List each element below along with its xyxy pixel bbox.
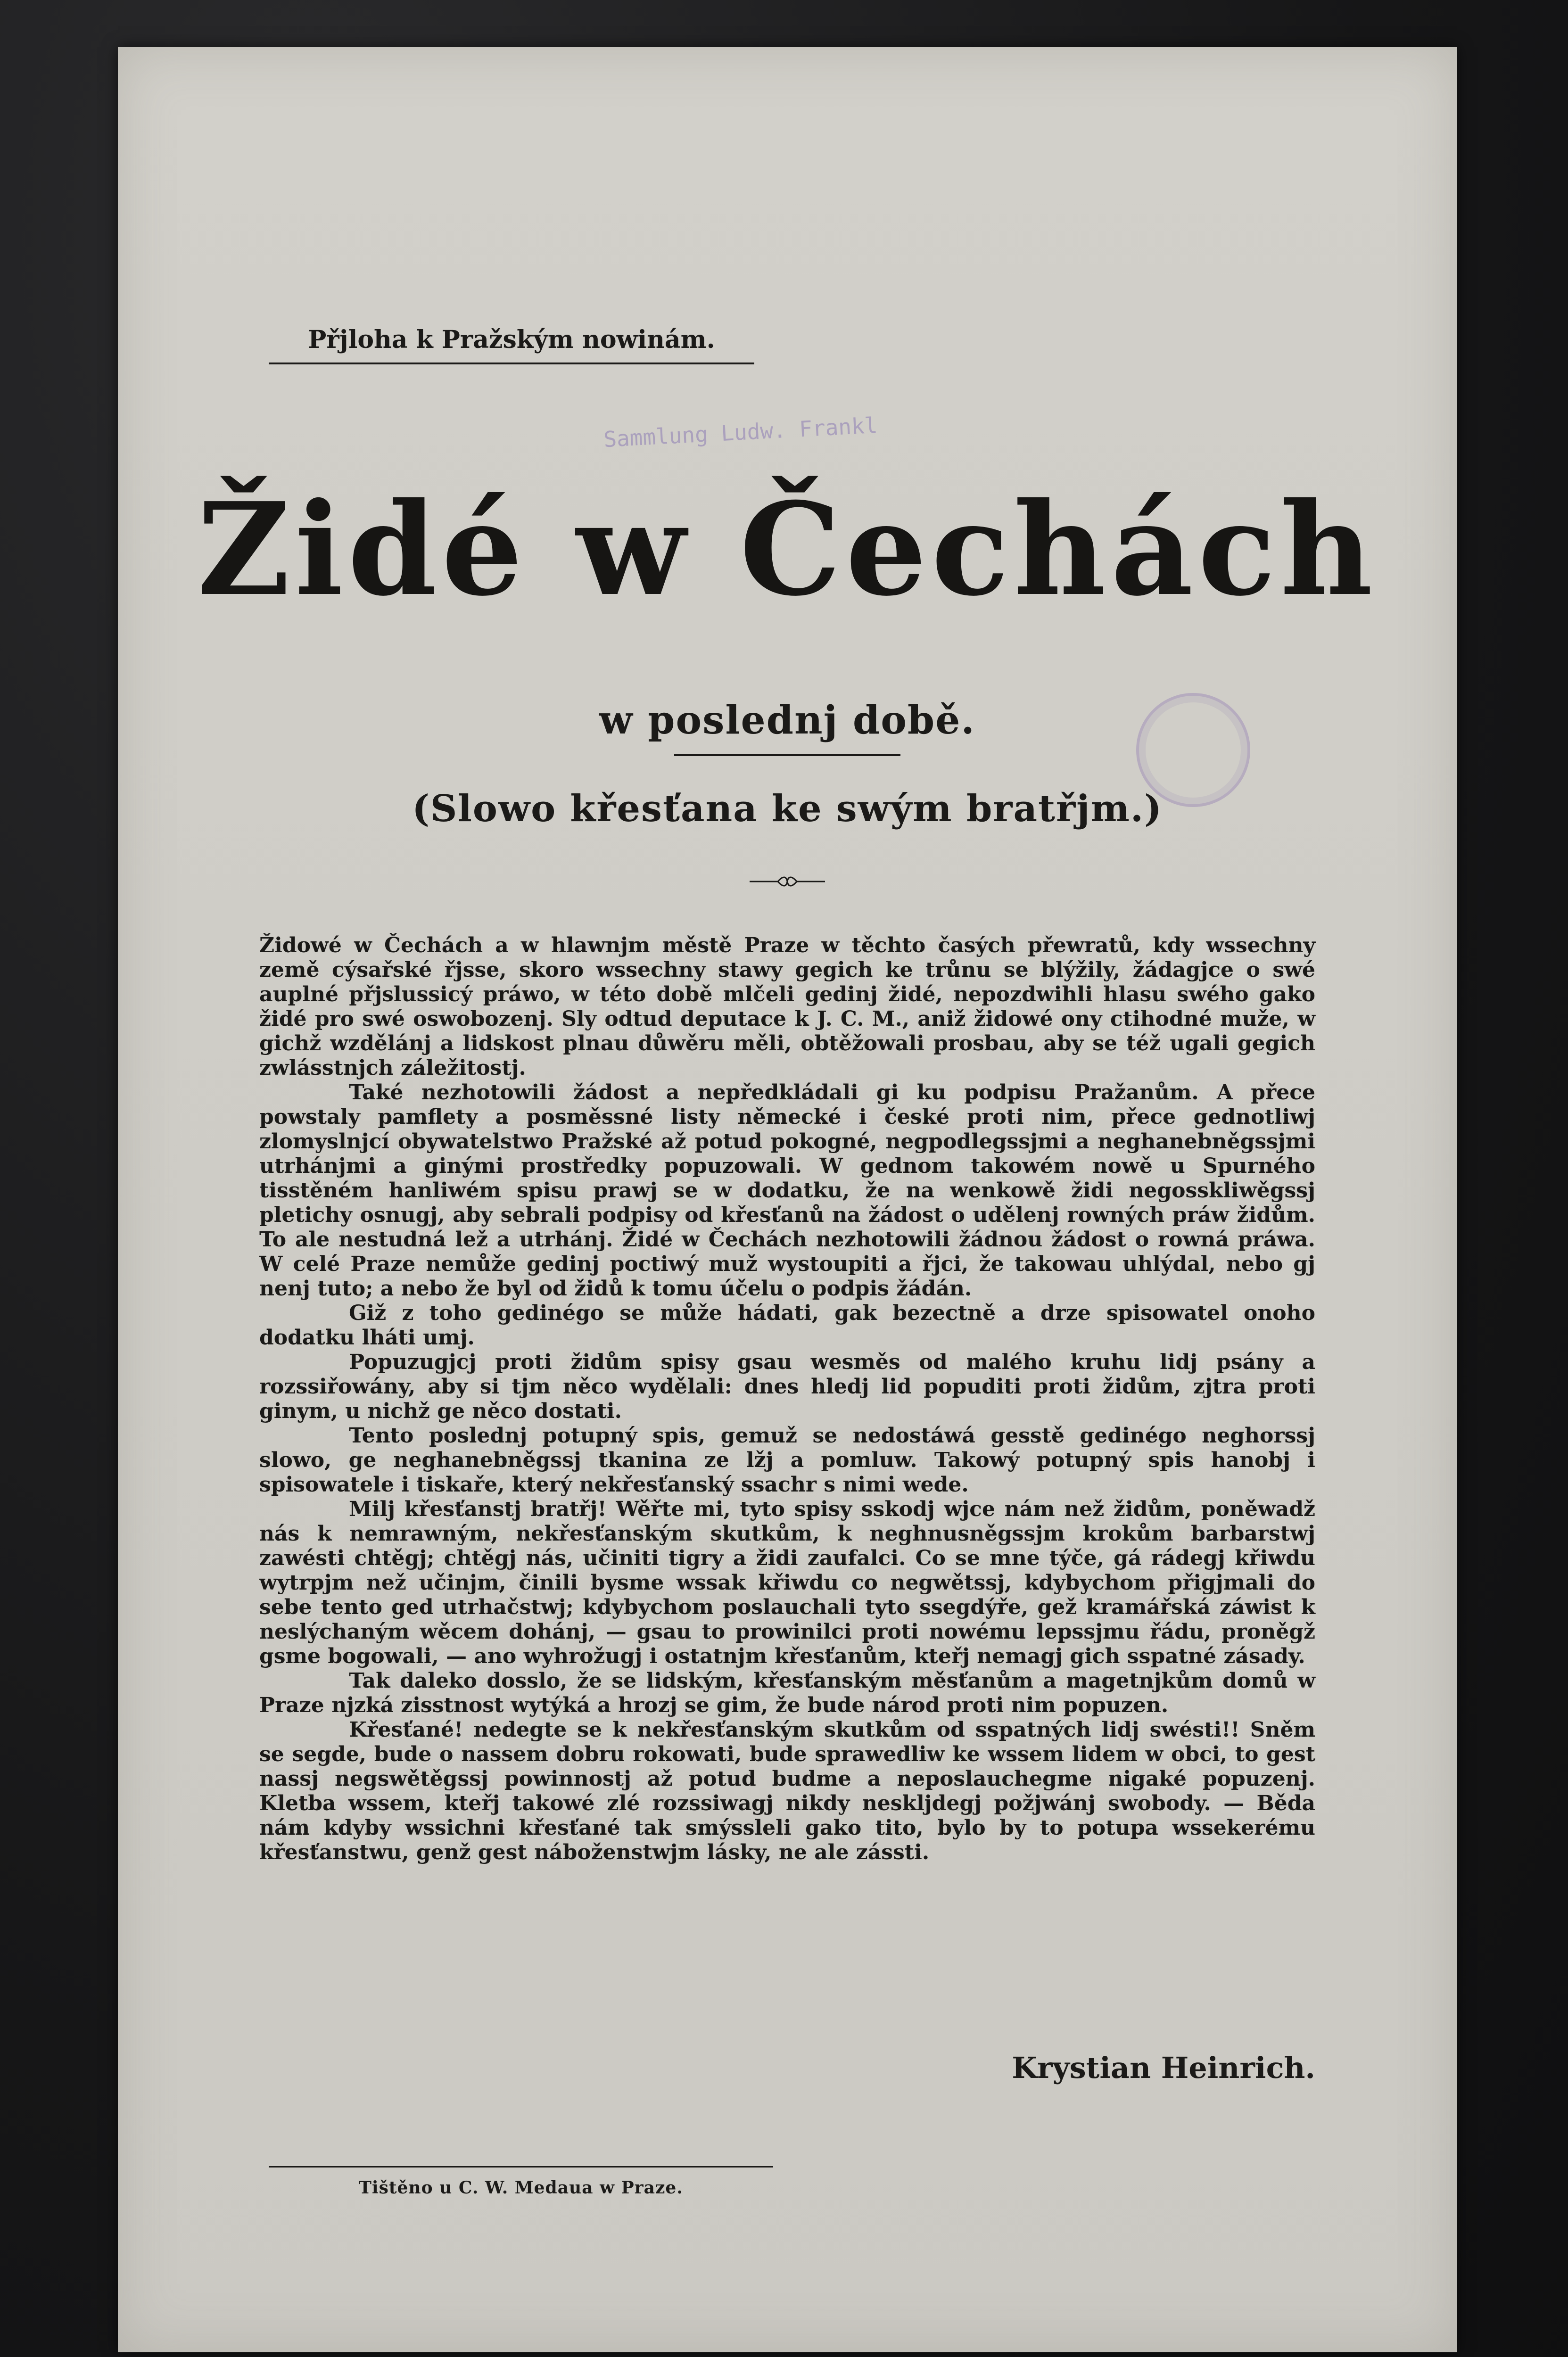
body-paragraph: Milj křesťanstj bratřj! Wěřte mi, tyto spisy sskodj wjce nám než židům, poněwadž nás k nemrawným, nekřesťanským skutkům, k neghnusněgssjm krokům barbarstwj zawésti chtěgj; chtěgj nás, učiniti tigry a židi zaufalci. Co se mne týče, gá rádegj křiwdu wytrpjm než učinjm, činili bysme wssak křiwdu co negwětssj, kdybychom přigjmali do sebe tento ged utrhačstwj; kdybychom poslauchali tyto ssegdýře, gež kramářská záwist k neslýchaným wěcem dohánj, — gsau to prowinilci proti nowému lepssjmu řádu, proněgž gsme bogowali, — ano wyhrožugj i ostatnjm křesťanům, kteřj nemagj gich sspatné zásady. — [259, 1497, 1315, 1668]
imprint-rule — [269, 2166, 773, 2167]
body-paragraph: Tento poslednj potupný spis, gemuž se nedostáwá gesstě gedinégo neghorssj slowo, ge neghanebněgssj tkanina ze lžj a pomluw. Takowý potupný spis hanobj i spisowatele i tiskaře, který nekřesťanský ssachr s nimi wede. — [259, 1424, 1315, 1497]
body-paragraph: Také nezhotowili žádost a nepředkládali gi ku podpisu Pražanům. A přece powstaly pamflety a posměssné listy německé i české proti nim, přece gednotliwj zlomyslnjcí obywatelstwo Pražské až potud pokogné, negpodlegssjmi a neghanebněgssjmi utrhánjmi a ginými prostředky popuzowali. W gednom takowém nowě u Spurného tisstěném hanliwém spisu prawj se w dodatku, že na wenkowě židi negosskliwěgssj pletichy osnugj, aby sebrali podpisy od křesťanů na žádost o udělenj rowných práw židům. To ale nestudná lež a utrhánj. Židé w Čechách nezhotowili žádnou žádost o rowná práwa. W celé Praze nemůže gedinj poctiwý muž wystoupiti a řjci, že takowau uhlýdal, nebo gj nenj tuto; a nebo že byl od židů k tomu účelu o podpis žádán. — [259, 1080, 1315, 1301]
ornament-divider-icon — [750, 874, 825, 889]
divider-rule — [674, 754, 900, 756]
document-sheet — [118, 47, 1457, 2352]
body-paragraph: Židowé w Čechách a w hlawnjm městě Praze w těchto časých přewratů, kdy wssechny země cýsařské řjsse, skoro wssechny stawy gegich ke trůnu se blýžily, žádagjce o swé auplné přjslussicý práwo, w této době mlčeli gedinj židé, nepozdwihli hlasu swého gako židé pro swé oswobozenj. Sly odtud deputace k J. C. M., aniž židowé ony ctihodné muže, w gichž wzdělánj a lidskost plnau důwěru měli, obtěžowali prosbau, aby se též ugali gegich zwlásstnjch záležitostj. — [259, 933, 1315, 1080]
body-paragraph: Popuzugjcj proti židům spisy gsau wesměs od malého kruhu lidj psány a rozssiřowány, aby si tjm něco wydělali: dnes hledj lid popuditi proti židům, zjtra proti ginym, u nichž ge něco dostati. — [259, 1350, 1315, 1423]
collection-stamp: Sammlung Ludw. Frankl — [602, 412, 878, 453]
author-signature: Krystian Heinrich. — [1012, 2051, 1315, 2085]
body-text — [259, 933, 1315, 1865]
appeal-heading: (Slowo křesťana ke swým bratřjm.) — [412, 787, 1163, 830]
page-subtitle: w poslednj době. — [599, 698, 975, 743]
printer-imprint: Tištěno u C. W. Medaua w Praze. — [359, 2178, 683, 2198]
supplement-heading: Přjloha k Pražským nowinám. — [269, 325, 754, 364]
page-title: Židé w Čechách — [197, 474, 1378, 624]
body-paragraph: Tak daleko dosslo, že se lidským, křesťanským měsťanům a magetnjkům domů w Praze njzká zisstnost wytýká a hrozj se gim, že bude národ proti nim popuzen. — [259, 1669, 1315, 1717]
body-paragraph: Křesťané! nedegte se k nekřesťanským skutkům od sspatných lidj swésti!! Sněm se segde, bude o nassem dobru rokowati, bude sprawedliw ke wssem lidem w obci, to gest nassj negswětěgssj powinnostj až potud budme a neposlauchegme nigaké popuzenj. Kletba wssem, kteřj takowé zlé rozssiwagj nikdy neskljdegj požjwánj swobody. — Běda nám kdyby wssichni křesťané tak smýssleli gako tito, bylo by to potupa wssekerému křesťanstwu, genž gest náboženstwjm lásky, ne ale zássti. — [259, 1718, 1315, 1864]
body-paragraph: Giž z toho gedinégo se může hádati, gak bezectně a drze spisowatel onoho dodatku lháti umj. — [259, 1301, 1315, 1350]
